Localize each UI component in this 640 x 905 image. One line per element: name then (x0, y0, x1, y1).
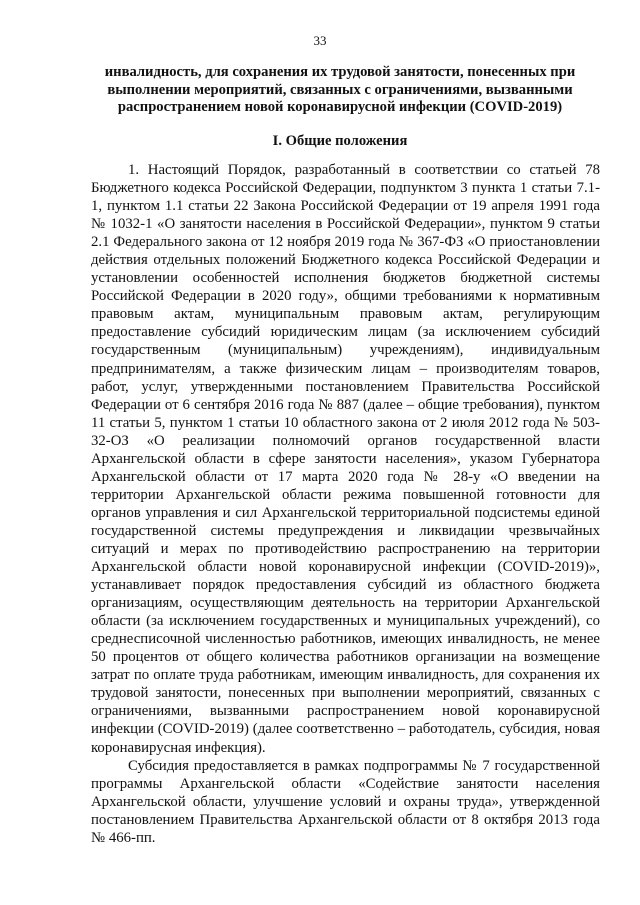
section-heading: I. Общие положения (272, 133, 408, 149)
paragraph-1: 1. Настоящий Порядок, разработанный в соответствии со статьей 78 Бюджетного кодекса Российской Федерации, подпунктом 3 пункта 1 статьи 7.1-1, пунктом 1.1 статьи 22 Закона Российской Федерации от 19 апреля 1991 года № 1032-1 «О занятости населения в Российской Федерации», пунктом 9 статьи 2.1 Федерального закона от 12 ноября 2019 года № 367-ФЗ «О приостановлении действия отдельных положений Бюджетного кодекса Российской Федерации и установлении особенностей исполнения бюджетов бюджетной системы Российской Федерации в 2020 году», общими требованиями к нормативным правовым актам, муниципальным правовым актам, регулирующим предоставление субсидий юридическим лицам (за исключением субсидий государственным (муниципальным) учреждениям), индивидуальным предпринимателям, а также физическим лицам – производителям товаров, работ, услуг, утвержденными постановлением Правительства Российской Федерации от 6 сентября 2016 года № 887 (далее – общие требования), пунктом 11 статьи 5, пунктом 1 статьи 10 областного закона от 2 июля 2012 года № 503-32-ОЗ «О реализации полномочий органов государственной власти Архангельской области в сфере занятости населения», указом Губернатора Архангельской области от 17 марта 2020 года № 28-у «О введении на территории Архангельской области режима повышенной готовности для органов управления и сил Архангельской территориальной подсистемы единой государственной системы предупреждения и ликвидации чрезвычайных ситуаций и мерах по противодействию распространению на территории Архангельской области новой коронавирусной инфекции (COVID-2019)», устанавливает порядок предоставления субсидий из областного бюджета организациям, осуществляющим деятельность на территории Архангельской области (за исключением государственных и муниципальных учреждений), со среднесписочной численностью работников, имеющих инвалидность, не менее 50 процентов от общего количества работников организации на возмещение затрат по оплате труда работникам, имеющим инвалидность, для сохранения их трудовой занятости, понесенных при выполнении мероприятий, связанных с ограничениями, вызванными распространением новой коронавирусной инфекции (COVID-2019) (далее соответственно – работодатель, субсидия, новая коронавирусная инфекция). (91, 162, 600, 756)
document-title: инвалидность, для сохранения их трудовой занятости, понесенных при выполнении мероприятий, связанных с ограничениями, вызванными распространением новой коронавирусной инфекции (COVID-2019) (104, 64, 576, 115)
paragraph-2: Субсидия предоставляется в рамках подпрограммы № 7 государственной программы Архангельской области «Содействие занятости населения Архангельской области, улучшение условий и охраны труда», утвержденной постановлением Правительства Архангельской области от 8 октября 2013 года № 466-пп. (91, 757, 600, 846)
page-number: 33 (313, 33, 327, 48)
document-body (91, 161, 600, 847)
